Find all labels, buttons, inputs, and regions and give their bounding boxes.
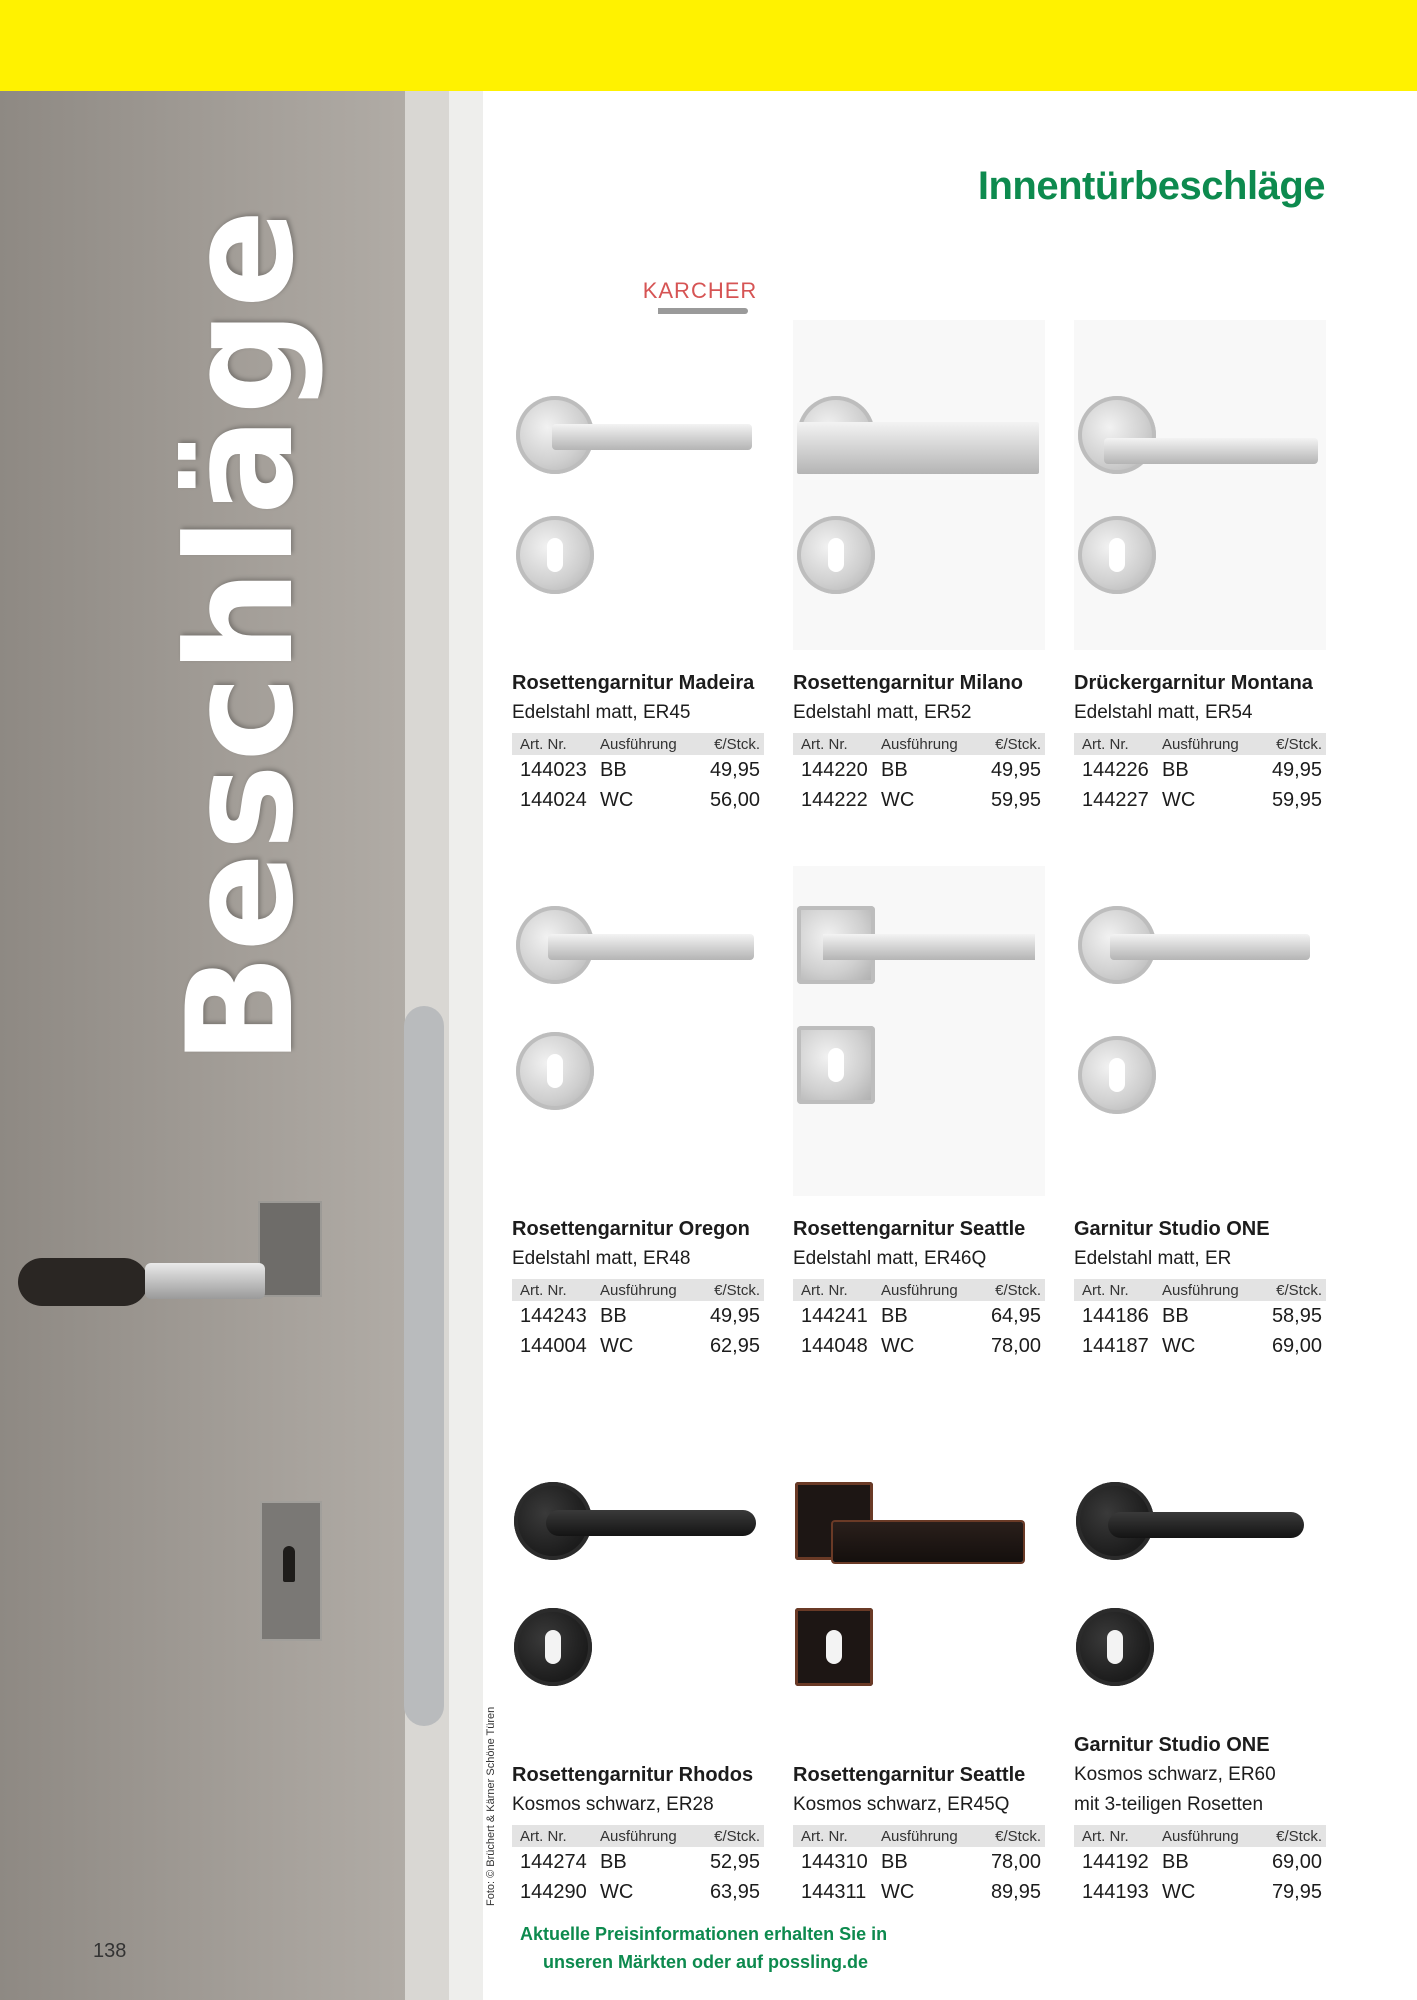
ausfuehrung: WC [881,1880,915,1903]
art-number: 144220 [801,758,868,781]
price-table-header [1074,733,1326,755]
col-art-header: Art. Nr. [520,735,567,753]
product-name: Rosettengarnitur Seattle [793,1764,1026,1786]
art-number: 144310 [801,1850,868,1873]
art-number: 144226 [1082,758,1149,781]
col-art-header: Art. Nr. [801,735,848,753]
keyhole-icon [1109,538,1125,572]
ausfuehrung: WC [600,1880,634,1903]
col-art-header: Art. Nr. [1082,1281,1129,1299]
footer-line2: unseren Märkten oder auf possling.de [543,1952,869,1972]
art-number: 144186 [1082,1304,1149,1327]
lever-handle-icon [833,1522,1023,1562]
keyhole-icon [283,1546,295,1582]
product-description: Edelstahl matt, ER46Q [793,1248,987,1269]
table-row [512,785,764,815]
footer-line1: Aktuelle Preisinformationen erhalten Sie in [520,1924,888,1944]
price: 64,95 [990,1304,1041,1327]
ausfuehrung: BB [600,758,627,781]
table-row [793,1847,1045,1877]
keyhole-rosette-icon [1078,516,1156,594]
table-row [512,1301,764,1331]
ausfuehrung: WC [881,1334,915,1357]
keyhole-icon [828,1048,844,1082]
col-price-header: €/Stck. [714,735,760,753]
col-ausfuehrung-header: Ausführung [600,1281,677,1299]
page-number: 138 [93,1940,127,1962]
col-price-header: €/Stck. [1276,1281,1322,1299]
col-price-header: €/Stck. [995,1281,1041,1299]
col-art-header: Art. Nr. [520,1827,567,1845]
price: 49,95 [990,758,1041,781]
keyhole-icon [545,1630,561,1664]
price: 89,95 [990,1880,1041,1903]
table-row [1074,755,1326,785]
price: 69,00 [1271,1850,1322,1873]
price: 49,95 [709,758,760,781]
ausfuehrung: WC [1162,1880,1196,1903]
col-art-header: Art. Nr. [1082,1827,1129,1845]
keyhole-rosette-icon [797,1026,875,1104]
col-ausfuehrung-header: Ausführung [600,735,677,753]
brand-swoosh-icon [658,308,748,314]
price-table-header [512,1279,764,1301]
art-number: 144004 [520,1334,587,1357]
price: 63,95 [709,1880,760,1903]
table-row [1074,1331,1326,1361]
lever-handle-icon [797,422,1039,474]
price-table [512,1825,764,1907]
table-row [1074,1877,1326,1907]
art-number: 144193 [1082,1880,1149,1903]
keyhole-rosette-icon [514,1608,592,1686]
lever-handle-icon [1108,1512,1304,1538]
price: 62,95 [709,1334,760,1357]
col-ausfuehrung-header: Ausführung [881,1827,958,1845]
lever-handle-icon [1104,438,1318,464]
ausfuehrung: WC [600,788,634,811]
lever-handle-icon [823,934,1035,960]
product-name: Rosettengarnitur Madeira [512,672,755,694]
price-table [1074,733,1326,815]
keyhole-icon [828,538,844,572]
price-table-header [512,1825,764,1847]
lock-plate [404,1006,444,1726]
table-row [793,755,1045,785]
col-price-header: €/Stck. [714,1281,760,1299]
table-row [1074,1847,1326,1877]
product-image [1074,1412,1326,1712]
product-description: Edelstahl matt, ER48 [512,1248,691,1269]
price: 52,95 [709,1850,760,1873]
product-name: Rosettengarnitur Milano [793,672,1024,694]
product-name: Rosettengarnitur Rhodos [512,1764,754,1786]
col-price-header: €/Stck. [995,1827,1041,1845]
lever-handle-icon [548,934,754,960]
table-row [512,1847,764,1877]
product-name: Rosettengarnitur Oregon [512,1218,750,1240]
keyhole-icon [1107,1630,1123,1664]
price-table-header [793,733,1045,755]
ausfuehrung: BB [881,758,908,781]
price-info-footer [520,1920,887,1976]
product-image [512,866,764,1196]
keyhole-icon [1109,1058,1125,1092]
top-banner [0,0,1417,91]
lever-handle-icon [546,1510,756,1536]
door-handle-glass [145,1263,265,1299]
keyhole-icon [826,1630,842,1664]
product-description: Edelstahl matt, ER45 [512,702,691,723]
product-description: Kosmos schwarz, ER60 [1074,1764,1276,1785]
table-row [793,1877,1045,1907]
photo-credit: Foto: © Brüchert & Kärner Schöne Türen [485,1706,497,1906]
price-table [793,1825,1045,1907]
product-description: Edelstahl matt, ER [1074,1248,1232,1269]
product-name: Rosettengarnitur Seattle [793,1218,1026,1240]
price: 56,00 [709,788,760,811]
col-ausfuehrung-header: Ausführung [881,735,958,753]
price-table-header [1074,1279,1326,1301]
price: 59,95 [1271,788,1322,811]
price: 78,00 [990,1850,1041,1873]
product-image [793,320,1045,650]
product-description: Edelstahl matt, ER52 [793,702,972,723]
table-row [793,1301,1045,1331]
art-number: 144227 [1082,788,1149,811]
table-row [512,1877,764,1907]
product-image [793,1412,1045,1742]
price: 69,00 [1271,1334,1322,1357]
product-description: Edelstahl matt, ER54 [1074,702,1253,723]
col-price-header: €/Stck. [995,735,1041,753]
product-description: Kosmos schwarz, ER45Q [793,1794,1010,1815]
handle-rosette [258,1201,322,1297]
price: 49,95 [1271,758,1322,781]
keyhole-icon [547,538,563,572]
price: 78,00 [990,1334,1041,1357]
ausfuehrung: BB [881,1304,908,1327]
ausfuehrung: BB [1162,1850,1189,1873]
art-number: 144243 [520,1304,587,1327]
table-row [793,785,1045,815]
price-table [793,733,1045,815]
keyhole-icon [547,1054,563,1088]
product-description-line2: mit 3-teiligen Rosetten [1074,1794,1264,1815]
art-number: 144024 [520,788,587,811]
art-number: 144274 [520,1850,587,1873]
table-row [512,755,764,785]
ausfuehrung: WC [1162,788,1196,811]
price-table-header [1074,1825,1326,1847]
price: 49,95 [709,1304,760,1327]
ausfuehrung: BB [1162,1304,1189,1327]
price: 79,95 [1271,1880,1322,1903]
col-price-header: €/Stck. [1276,735,1322,753]
col-price-header: €/Stck. [1276,1827,1322,1845]
col-art-header: Art. Nr. [801,1827,848,1845]
product-name: Drückergarnitur Montana [1074,672,1313,694]
ausfuehrung: WC [881,788,915,811]
product-image [512,1412,764,1742]
ausfuehrung: BB [881,1850,908,1873]
art-number: 144048 [801,1334,868,1357]
price: 59,95 [990,788,1041,811]
ausfuehrung: BB [600,1304,627,1327]
price-table [1074,1825,1326,1907]
door-handle-grip [18,1258,148,1306]
price-table [1074,1279,1326,1361]
col-ausfuehrung-header: Ausführung [1162,735,1239,753]
ausfuehrung: BB [1162,758,1189,781]
art-number: 144311 [801,1880,867,1903]
art-number: 144023 [520,758,587,781]
art-number: 144241 [801,1304,868,1327]
table-row [1074,1301,1326,1331]
col-ausfuehrung-header: Ausführung [600,1827,677,1845]
product-image [1074,866,1326,1196]
keyhole-rosette-icon [516,516,594,594]
col-price-header: €/Stck. [714,1827,760,1845]
price-table [793,1279,1045,1361]
product-name: Garnitur Studio ONE [1074,1218,1270,1240]
brand-logo-line1: KARCHER [642,278,758,303]
price-table-header [512,733,764,755]
price-table-header [793,1825,1045,1847]
ausfuehrung: BB [600,1850,627,1873]
lever-handle-icon [1110,934,1310,960]
col-art-header: Art. Nr. [1082,735,1129,753]
ausfuehrung: WC [600,1334,634,1357]
table-row [793,1331,1045,1361]
door-frame [449,91,483,2000]
table-row [1074,785,1326,815]
keyhole-rosette-icon [516,1032,594,1110]
col-ausfuehrung-header: Ausführung [1162,1827,1239,1845]
col-art-header: Art. Nr. [801,1281,848,1299]
product-image [793,866,1045,1196]
keyhole-rosette-icon [1078,1036,1156,1114]
price-table-header [793,1279,1045,1301]
product-image [1074,320,1326,650]
col-art-header: Art. Nr. [520,1281,567,1299]
col-ausfuehrung-header: Ausführung [881,1281,958,1299]
art-number: 144290 [520,1880,587,1903]
col-ausfuehrung-header: Ausführung [1162,1281,1239,1299]
art-number: 144222 [801,788,868,811]
keyhole-rosette-icon [797,516,875,594]
price-table [512,733,764,815]
keyhole-rosette-icon [795,1608,873,1686]
product-description: Kosmos schwarz, ER28 [512,1794,714,1815]
price-table [512,1279,764,1361]
product-image [512,320,764,650]
page-heading: Innentürbeschläge [977,164,1325,208]
side-title: Beschläge [156,207,326,1065]
product-name: Garnitur Studio ONE [1074,1734,1270,1756]
ausfuehrung: WC [1162,1334,1196,1357]
lever-handle-icon [552,424,752,450]
table-row [512,1331,764,1361]
keyhole-rosette-icon [1076,1608,1154,1686]
art-number: 144187 [1082,1334,1149,1357]
art-number: 144192 [1082,1850,1149,1873]
price: 58,95 [1271,1304,1322,1327]
